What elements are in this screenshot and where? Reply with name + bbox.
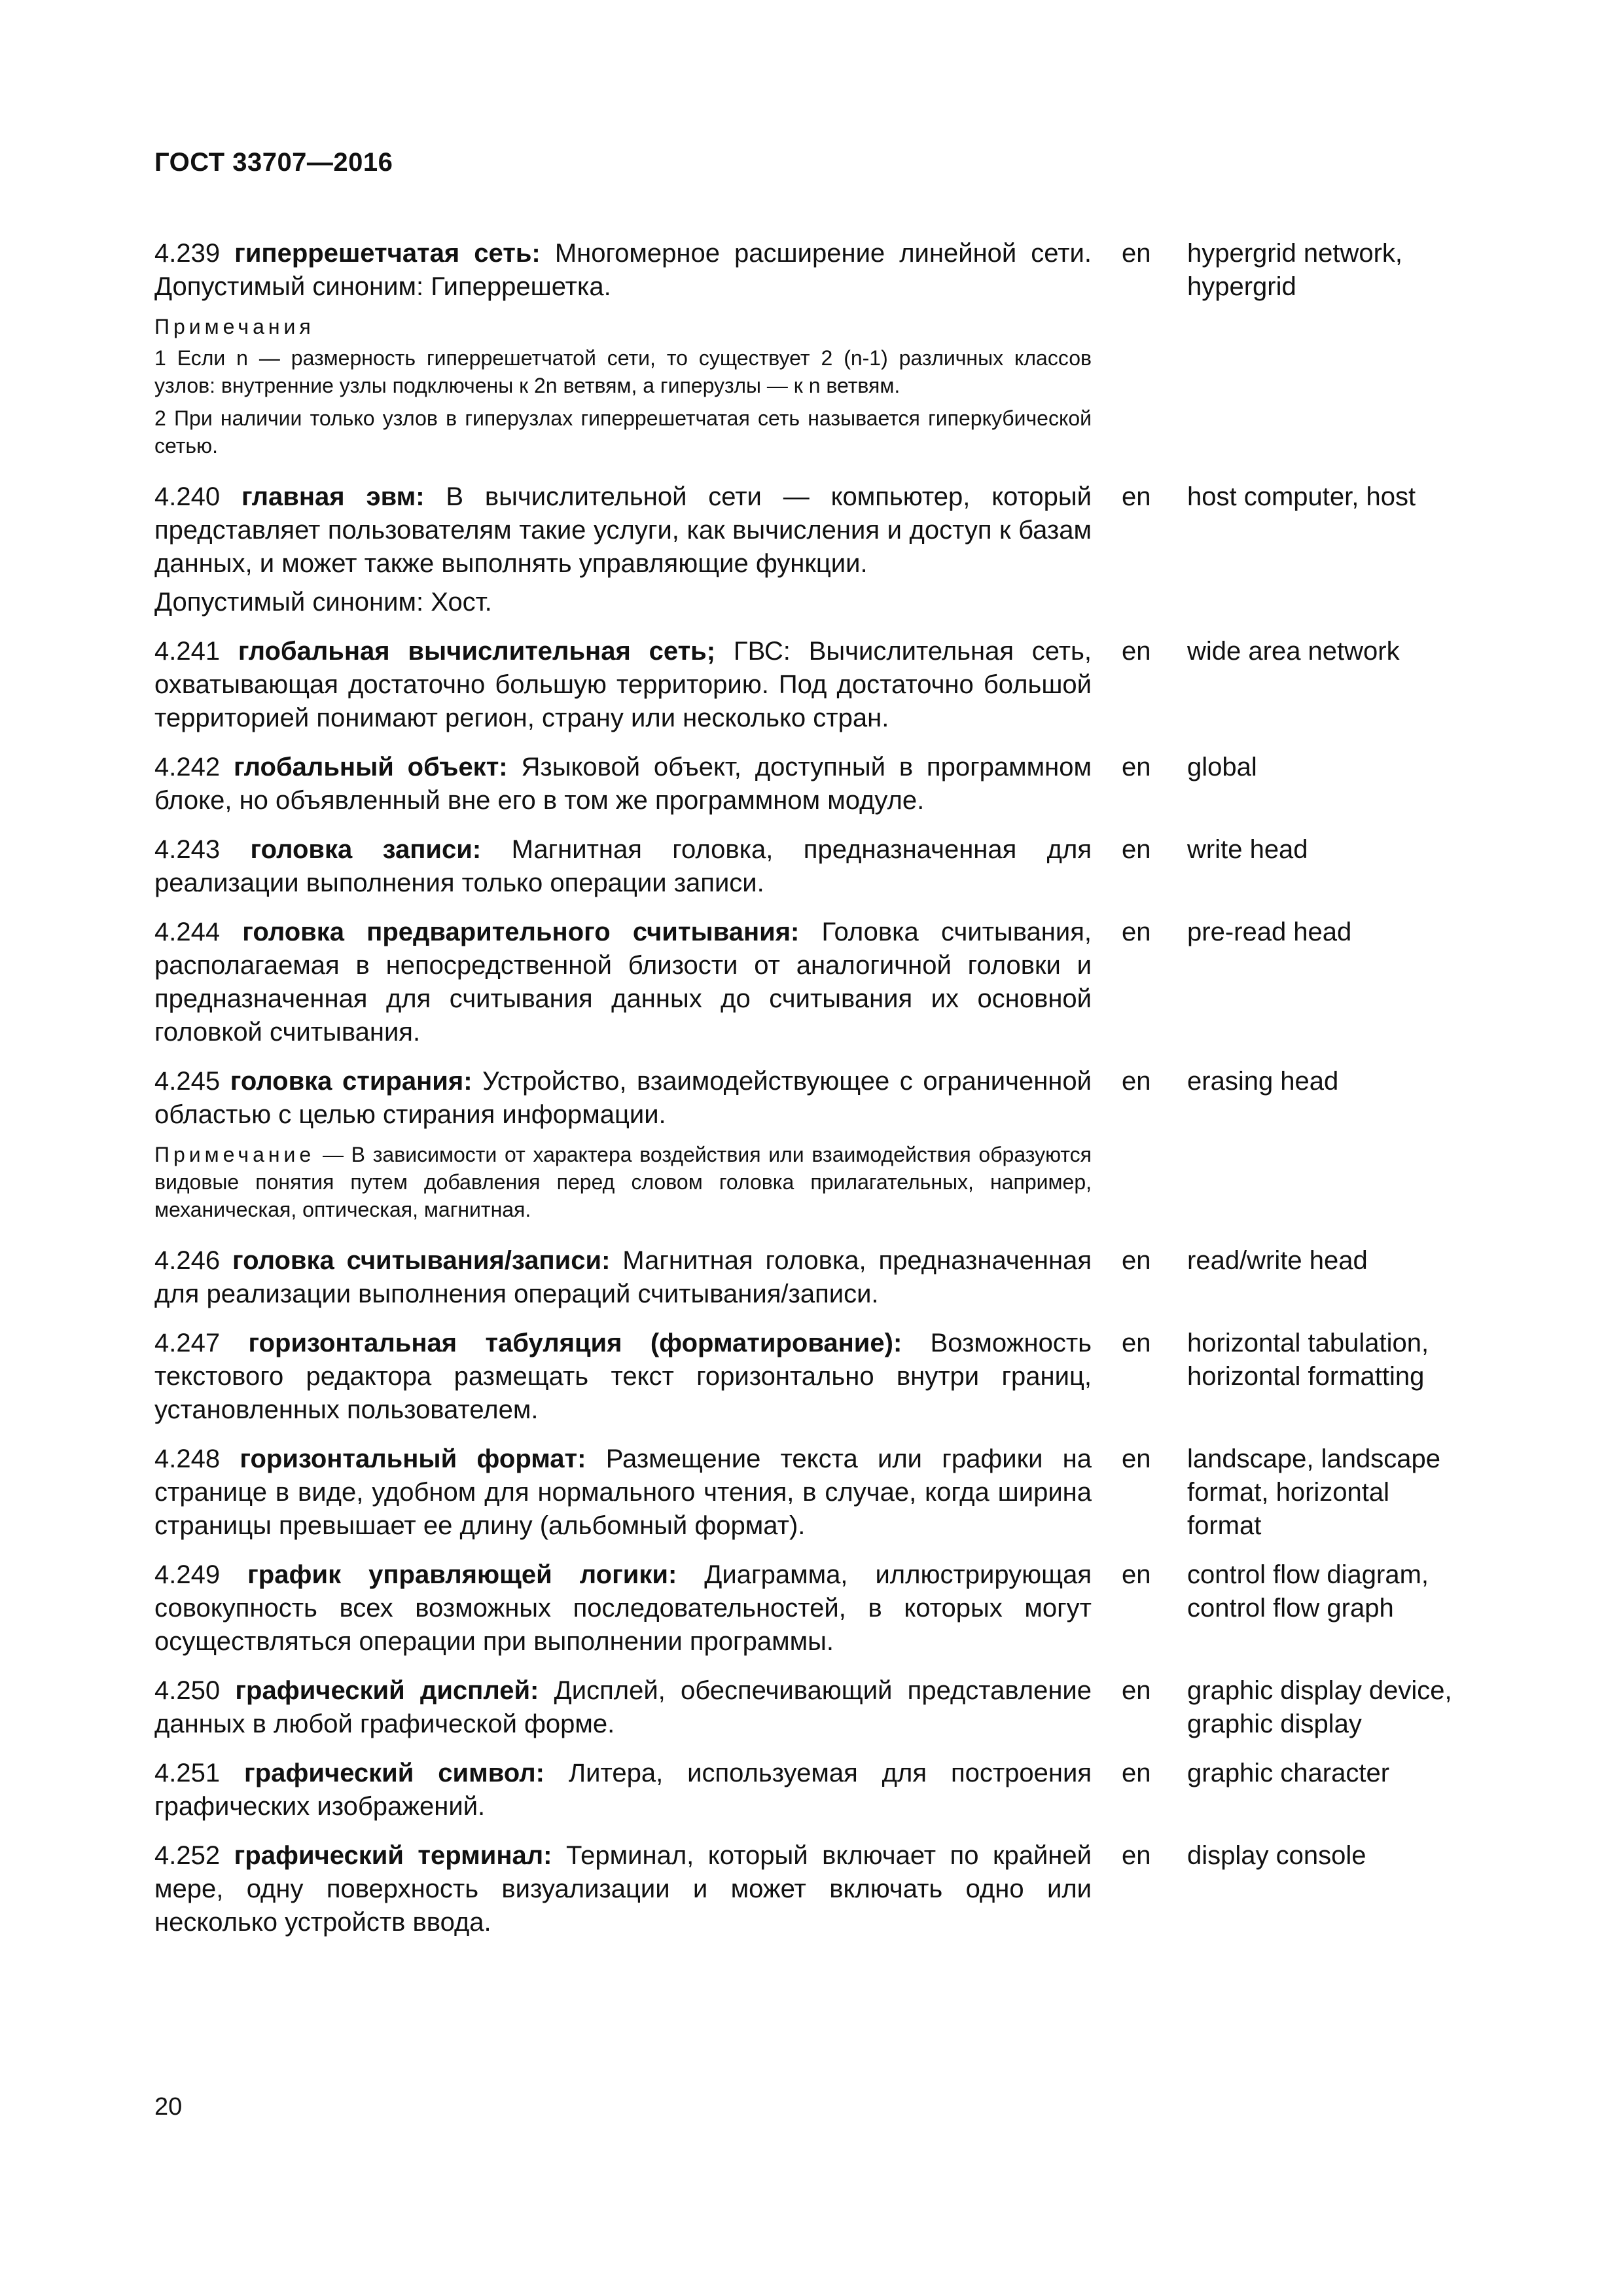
term-definition-column [154,1443,1092,1543]
term-definition [154,1757,1092,1823]
term-number: 4.246 [154,1246,221,1275]
term-definition [154,1443,1092,1543]
term-entry [154,751,1483,817]
term-text: Головка считывания, располагаемая в непосредственной близости от аналогичной головки и предназначенная для считывания данных до считывания их основной головкой считывания. [154,918,1092,1047]
term-number: 4.242 [154,753,221,781]
english-equivalent: host computer, host [1187,482,1416,511]
english-equivalent: graphic character [1187,1759,1390,1787]
term-entry [154,480,1483,619]
english-equivalent: graphic display device, graphic display [1187,1676,1452,1738]
term-title: глобальный объект: [233,753,508,781]
note-text: 1 Если n — размерность гиперрешетчатой сети, то существует 2 (n-1) различных классов узлов: внутренние узлы подключены к 2n ветвям, а гиперузлы — к n ветвям. [154,346,1092,397]
term-definition-column [154,1558,1092,1659]
term-entry [154,833,1483,900]
term-number: 4.243 [154,835,221,864]
term-title: головка считывания/записи: [232,1246,611,1275]
term-number: 4.249 [154,1560,221,1589]
term-title: главная эвм: [241,482,425,511]
language-code: en [1122,1329,1151,1357]
term-entry [154,1065,1483,1229]
language-code: en [1122,753,1151,781]
term-definition [154,237,1092,304]
term-title: графический дисплей: [235,1676,539,1705]
term-entry [154,1558,1483,1659]
english-equivalent: hypergrid network, hypergrid [1187,239,1403,301]
term-definition-column [154,237,1092,465]
term-number: 4.239 [154,239,221,268]
term-number: 4.252 [154,1841,221,1870]
english-equivalent: horizontal tabulation, horizontal formatting [1187,1329,1429,1391]
term-number: 4.244 [154,918,221,946]
term-text: Терминал, который включает по крайней мере, одну поверхность визуализации и может включать одно или несколько устройств ввода. [154,1841,1092,1937]
term-entry [154,635,1483,735]
term-number: 4.240 [154,482,221,511]
terms-list [154,237,1483,1955]
note-text [154,1141,1092,1223]
term-text: Дисплей, обеспечивающий представление данных в любой графической форме. [154,1676,1092,1738]
term-text: Языковой объект, доступный в программном блоке, но объявленный вне его в том же программном модуле. [154,753,1092,815]
term-number: 4.250 [154,1676,221,1705]
language-code: en [1122,1067,1151,1096]
term-text: В вычислительной сети — компьютер, который представляет пользователям такие услуги, как вычисления и доступ к базам данных, и может также выполнять управляющие функции. [154,482,1092,578]
term-definition-column [154,751,1092,817]
note-heading: Примечание [154,1143,315,1166]
term-definition [154,1674,1092,1741]
term-title: горизонтальный формат: [240,1444,586,1473]
english-equivalent: erasing head [1187,1067,1339,1096]
term-text: Магнитная головка, предназначенная для реализации выполнения операций считывания/записи. [154,1246,1092,1308]
language-code: en [1122,1246,1151,1275]
term-number: 4.247 [154,1329,221,1357]
english-equivalent: wide area network [1187,637,1400,666]
term-entry [154,1443,1483,1543]
term-title: график управляющей логики: [247,1560,677,1589]
term-text: Магнитная головка, предназначенная для реализации выполнения только операции записи. [154,835,1092,897]
language-code: en [1122,239,1151,268]
document-header: ГОСТ 33707—2016 [154,148,393,177]
term-definition-column [154,1757,1092,1823]
term-title: головка стирания: [230,1067,473,1096]
term-number: 4.241 [154,637,221,666]
term-title: головка записи: [250,835,482,864]
term-number: 4.251 [154,1759,221,1787]
term-definition-column [154,1327,1092,1427]
english-equivalent: pre-read head [1187,918,1352,946]
language-code: en [1122,1676,1151,1705]
term-definition-column [154,635,1092,735]
term-definition [154,751,1092,817]
term-entry [154,1674,1483,1741]
term-entry [154,1839,1483,1939]
term-number: 4.245 [154,1067,221,1096]
term-text: Многомерное расширение линейной сети. Допустимый синоним: Гиперрешетка. [154,239,1092,301]
term-definition-column [154,833,1092,900]
note-body: — В зависимости от характера воздействия или взаимодействия образуются видовые понятия путем добавления перед словом головка прилагательных, например, механическая, оптическая, магнитная. [154,1143,1092,1221]
term-title: глобальная вычислительная сеть; [238,637,716,666]
english-equivalent: global [1187,753,1257,781]
term-definition [154,1244,1092,1311]
term-definition [154,1558,1092,1659]
term-text: Диаграмма, иллюстрирующая совокупность всех возможных последовательностей, в которых могут осуществляться операции при выполнении программы. [154,1560,1092,1656]
language-code: en [1122,637,1151,666]
term-definition-column [154,1065,1092,1229]
term-entry [154,1327,1483,1427]
term-definition [154,1065,1092,1132]
term-title: графический терминал: [234,1841,552,1870]
synonym-text: Допустимый синоним: Хост. [154,588,492,617]
language-code: en [1122,1444,1151,1473]
term-text: Литера, используемая для построения графических изображений. [154,1759,1092,1821]
term-number: 4.248 [154,1444,221,1473]
language-code: en [1122,1841,1151,1870]
term-definition [154,916,1092,1049]
english-equivalent: landscape, landscape format, horizontal format [1187,1444,1440,1540]
term-definition-column [154,916,1092,1049]
note-text: 2 При наличии только узлов в гиперузлах гиперрешетчатая сеть называется гиперкубической сетью. [154,406,1092,457]
page-number: 20 [154,2093,183,2121]
language-code: en [1122,482,1151,511]
language-code: en [1122,1759,1151,1787]
term-definition-column [154,480,1092,619]
term-entry [154,1244,1483,1311]
term-text: ГВС: Вычислительная сеть, охватывающая достаточно большую территорию. Под достаточно большой территорией понимают регион, страну или несколько стран. [154,637,1092,732]
english-equivalent: control flow diagram, control flow graph [1187,1560,1429,1623]
term-title: гиперрешетчатая сеть: [234,239,541,268]
english-equivalent: read/write head [1187,1246,1368,1275]
term-definition-column [154,1839,1092,1939]
language-code: en [1122,835,1151,864]
term-definition [154,480,1092,581]
term-title: горизонтальная табуляция (форматирование): [248,1329,902,1357]
term-entry [154,1757,1483,1823]
term-entry [154,237,1483,465]
notes-heading: Примечания [154,315,315,338]
term-definition-column [154,1674,1092,1741]
term-entry [154,916,1483,1049]
term-text: Возможность текстового редактора размещать текст горизонтально внутри границ, установленных пользователем. [154,1329,1092,1424]
language-code: en [1122,1560,1151,1589]
term-definition [154,635,1092,735]
term-title: головка предварительного считывания: [242,918,800,946]
term-definition [154,1327,1092,1427]
term-title: графический символ: [244,1759,544,1787]
term-definition [154,833,1092,900]
term-text: Устройство, взаимодействующее с ограниченной областью с целью стирания информации. [154,1067,1092,1129]
english-equivalent: display console [1187,1841,1366,1870]
language-code: en [1122,918,1151,946]
term-definition [154,1839,1092,1939]
term-definition-column [154,1244,1092,1311]
term-text: Размещение текста или графики на странице в виде, удобном для нормального чтения, в случае, когда ширина страницы превышает ее длину (альбомный формат). [154,1444,1092,1540]
english-equivalent: write head [1187,835,1308,864]
